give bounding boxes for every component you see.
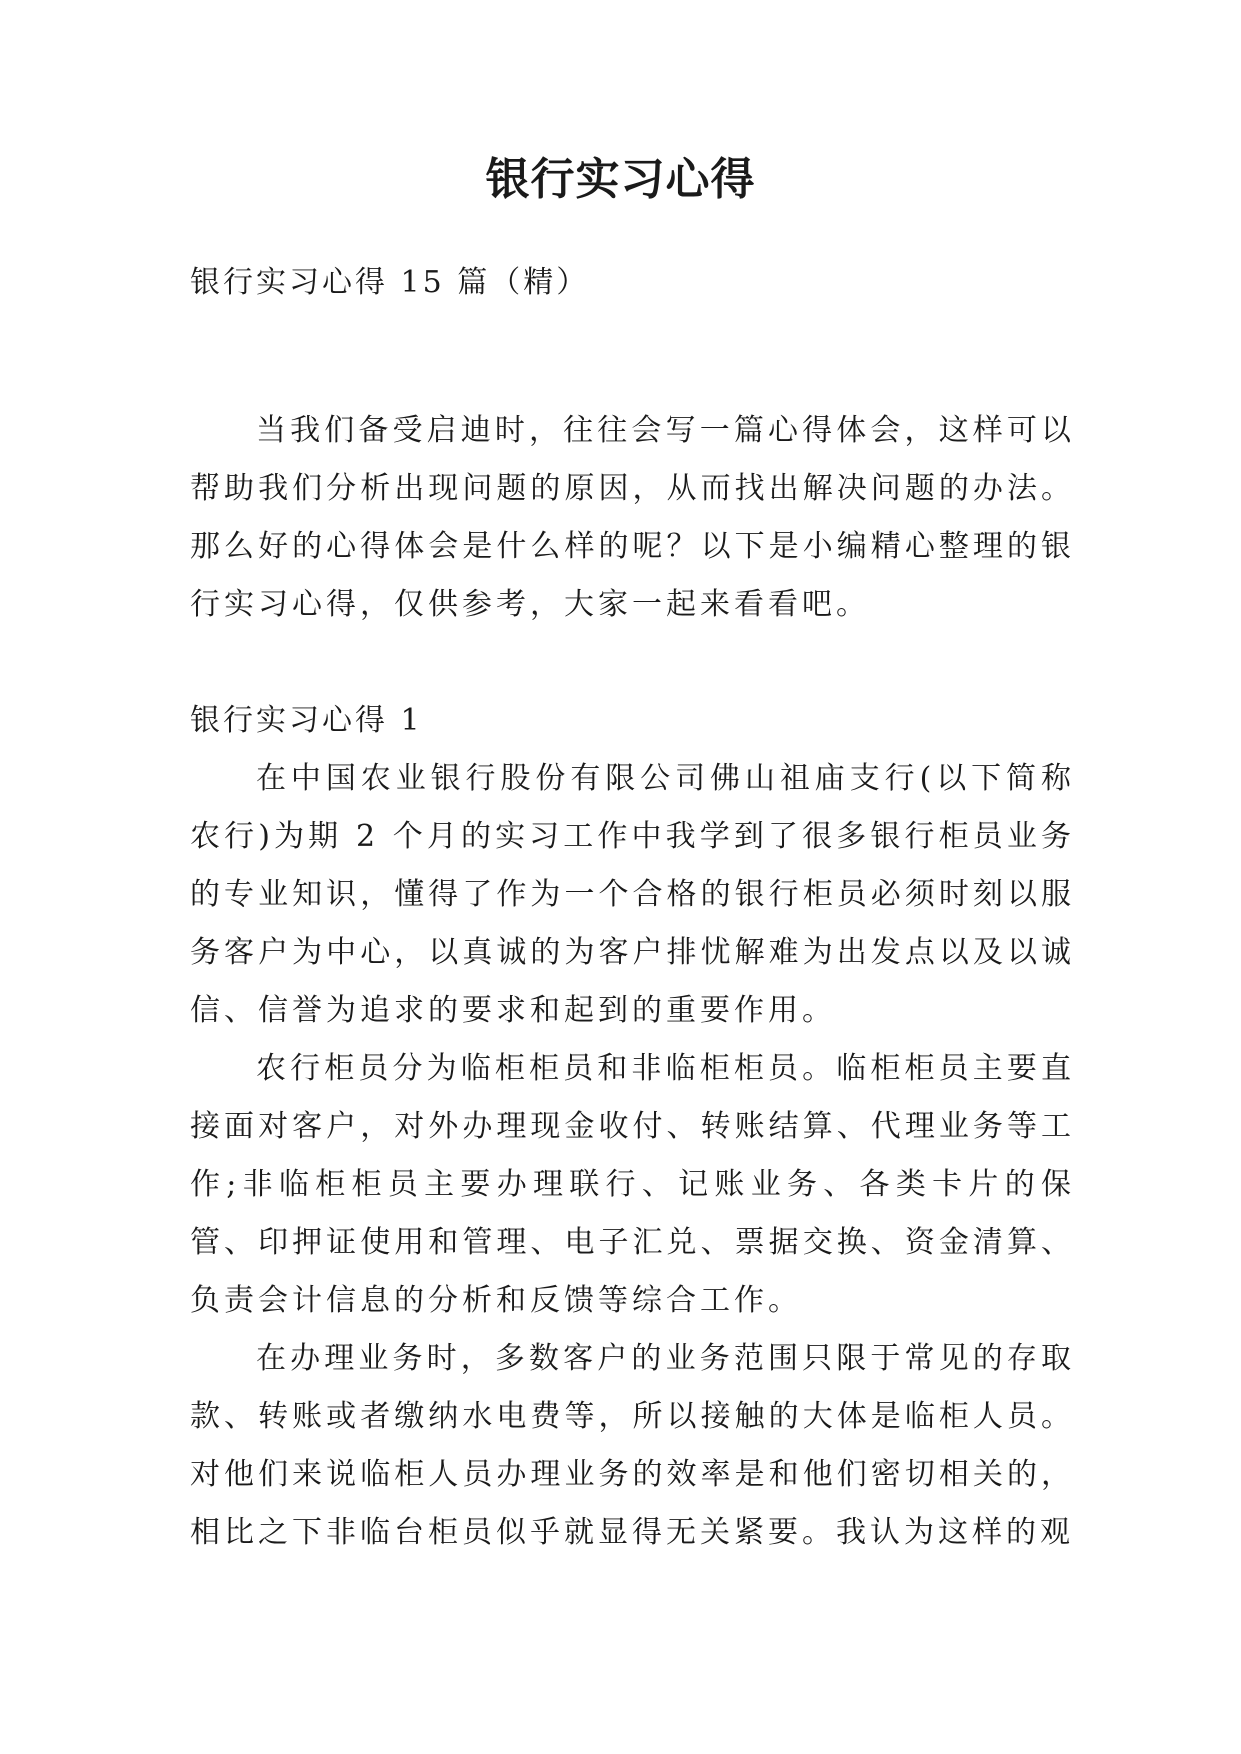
section-1-paragraph-1: 在中国农业银行股份有限公司佛山祖庙支行(以下简称农行)为期 2 个月的实习工作中我学到了很多银行柜员业务的专业知识，懂得了作为一个合格的银行柜员必须时刻以服务客户为中心，以真诚的为客户排忧解难为出发点以及以诚信、信誉为追求的要求和起到的重要作用。 [190,761,1075,1028]
section-1-paragraph-3: 在办理业务时，多数客户的业务范围只限于常见的存取款、转账或者缴纳水电费等，所以接触的大体是临柜人员。对他们来说临柜人员办理业务的效率是和他们密切相关的，相比之下非临台柜员似乎就显得无关紧要。我认为这样的观 [190,1341,1075,1550]
section-1-paragraph-2: 农行柜员分为临柜柜员和非临柜柜员。临柜柜员主要直接面对客户，对外办理现金收付、转账结算、代理业务等工作;非临柜柜员主要办理联行、记账业务、各类卡片的保管、印押证使用和管理、电子汇兑、票据交换、资金清算、负责会计信息的分析和反馈等综合工作。 [190,1051,1075,1318]
section-1 [190,692,1075,1562]
document-title: 银行实习心得 [485,154,756,205]
document-subtitle: 银行实习心得 15 篇（精） [190,265,590,300]
intro-section [190,402,1075,634]
intro-paragraph: 当我们备受启迪时，往往会写一篇心得体会，这样可以帮助我们分析出现问题的原因，从而找出解决问题的办法。那么好的心得体会是什么样的呢？以下是小编精心整理的银行实习心得，仅供参考，大家一起来看看吧。 [190,413,1075,622]
section-1-heading: 银行实习心得 1 [190,703,423,738]
